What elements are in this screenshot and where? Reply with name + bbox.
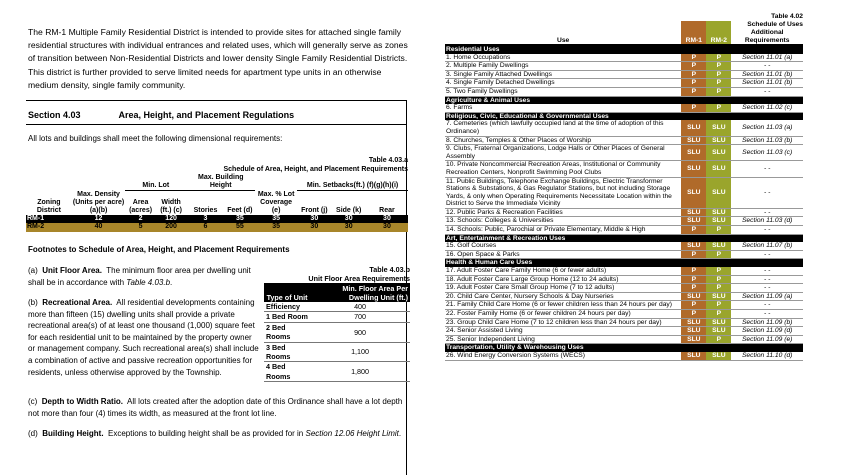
rm-1-value: P	[681, 62, 706, 71]
use-name: 19. Adult Foster Care Small Group Home (7 to 12 adults)	[445, 284, 681, 293]
table-row	[445, 292, 803, 301]
rm-1-value: SLU	[681, 242, 706, 250]
rm-2-value: P	[706, 250, 731, 259]
rm-2-value: SLU	[706, 120, 731, 136]
col-side: Side (k)	[336, 206, 362, 214]
table-4-03-b-grid	[264, 284, 410, 382]
additional-requirement: - -	[731, 250, 803, 259]
rm-2-value: P	[706, 70, 731, 79]
rm-1-value: P	[681, 267, 706, 275]
rm-2-value: SLU	[706, 352, 731, 360]
additional-requirement: Section 11.03 (d)	[731, 217, 803, 226]
use-name: 21. Family Child Care Home (6 or fewer children less than 24 hours per day)	[445, 301, 681, 310]
category-row	[445, 96, 803, 104]
rm-1-value: SLU	[681, 352, 706, 360]
rm-2-value: P	[706, 79, 731, 88]
unit-type: 1 Bed Room	[264, 312, 310, 322]
additional-requirement: Section 11.09 (b)	[731, 318, 803, 327]
use-name: 8. Churches, Temples & Other Places of Worship	[445, 136, 681, 145]
table-row	[445, 79, 803, 88]
table-row: RM-1 12 2 120 3 35 35 30 30 30	[26, 215, 408, 224]
col-min-floor-area: Min. Floor Area Per Dwelling Unit (ft.)	[310, 284, 410, 302]
use-name: 26. Wind Energy Conversion Systems (WECS)	[445, 352, 681, 360]
table-row: RM-2 40 5 200 6 55 35 30 30 30	[26, 223, 408, 232]
use-name: 18. Adult Foster Care Large Group Home (12 to 24 adults)	[445, 275, 681, 284]
use-name: 17. Adult Foster Care Family Home (6 or fewer adults)	[445, 267, 681, 275]
rm-1-value: P	[681, 104, 706, 112]
use-name: 2. Multiple Family Dwellings	[445, 62, 681, 71]
table-row	[445, 104, 803, 112]
table-row	[264, 362, 410, 382]
use-name: 6. Farms	[445, 104, 681, 112]
category-label: Agriculture & Animal Uses	[445, 96, 803, 104]
category-label: Transportation, Utility & Warehousing Uses	[445, 344, 803, 352]
rm-2-value: SLU	[706, 242, 731, 250]
table-row	[264, 302, 410, 312]
rm-1-value: SLU	[681, 161, 706, 177]
additional-requirement: - -	[731, 310, 803, 319]
rm-1-value: SLU	[681, 318, 706, 327]
table-4-03-b-caption: Table 4.03.b	[369, 265, 410, 274]
group-building-height: Max. Building Height	[186, 174, 255, 191]
additional-requirement: - -	[731, 226, 803, 235]
additional-requirement: Section 11.10 (d)	[731, 352, 803, 360]
rm-2-value: P	[706, 104, 731, 112]
use-name: 3. Single Family Attached Dwellings	[445, 70, 681, 79]
table-row	[445, 70, 803, 79]
min-floor-area: 1,100	[310, 342, 410, 362]
col-feet: Feet (d)	[227, 206, 253, 214]
unit-type: 2 Bed Rooms	[264, 322, 310, 342]
additional-requirement: Section 11.01 (a)	[731, 54, 803, 62]
col-stories: Stories	[193, 206, 218, 214]
rm-1-value: P	[681, 310, 706, 319]
table-row	[445, 120, 803, 136]
table-4-03-b-title: Unit Floor Area Requirements	[264, 274, 410, 284]
additional-requirement: Section 11.03 (b)	[731, 136, 803, 145]
footnote-d: (d) Building Height. Exceptions to building height shall be as provided for in Section 12.06 Height Limit.	[28, 429, 402, 438]
rm-2-value: SLU	[706, 327, 731, 336]
rm-2-value: SLU	[706, 217, 731, 226]
table-row	[445, 177, 803, 208]
col-front: Front (j)	[301, 206, 328, 214]
rm-1-value: SLU	[681, 335, 706, 344]
category-row	[445, 259, 803, 267]
use-name: 25. Senior Independent Living	[445, 335, 681, 344]
rm-1-value: SLU	[681, 327, 706, 336]
table-4-03-a-grid	[26, 174, 408, 232]
rm-2-value: P	[706, 87, 731, 96]
additional-requirement: - -	[731, 62, 803, 71]
rm-2-value: SLU	[706, 292, 731, 301]
section-heading	[28, 110, 294, 120]
rm-1-value: P	[681, 87, 706, 96]
additional-requirement: Section 11.09 (a)	[731, 292, 803, 301]
col-zoning-district: Zoning District	[36, 198, 61, 214]
additional-requirement: - -	[731, 284, 803, 293]
additional-requirement: Section 11.09 (d)	[731, 327, 803, 336]
additional-requirement: Section 11.03 (a)	[731, 120, 803, 136]
rm-1-value: SLU	[681, 292, 706, 301]
table-row	[445, 226, 803, 235]
rm-2-value: P	[706, 62, 731, 71]
category-row	[445, 234, 803, 242]
use-name: 4. Single Family Detached Dwellings	[445, 79, 681, 88]
table-row	[445, 208, 803, 217]
table-row	[445, 217, 803, 226]
col-additional-requirements: Schedule of Uses Additional Requirements	[731, 21, 803, 45]
table-row	[445, 327, 803, 336]
table-row	[264, 342, 410, 362]
table-row	[445, 335, 803, 344]
col-rm-2: RM-2	[706, 21, 731, 45]
rm-1-value: P	[681, 284, 706, 293]
rm-1-value: P	[681, 301, 706, 310]
table-reference-link[interactable]: Table 4.03.b	[126, 277, 171, 287]
rm-2-value: P	[706, 275, 731, 284]
rm-2-value: SLU	[706, 145, 731, 161]
table-row	[445, 352, 803, 360]
use-name: 16. Open Space & Parks	[445, 250, 681, 259]
rm-1-value: P	[681, 79, 706, 88]
footnote-c: (c) Depth to Width Ratio. All lots created after the adoption date of this Ordinance shall have a lot depth not more than four (4) times its width, as measured at the front lot line.	[28, 397, 403, 418]
category-label: Religious, Civic, Educational & Governmental Uses	[445, 112, 803, 120]
col-rm-1: RM-1	[681, 21, 706, 45]
rm-2-value: P	[706, 284, 731, 293]
use-name: 1. Home Occupations	[445, 54, 681, 62]
group-min-lot: Min. Lot	[125, 174, 186, 191]
additional-requirement: Section 11.03 (c)	[731, 145, 803, 161]
additional-requirement: - -	[731, 87, 803, 96]
col-use: Use	[557, 36, 570, 44]
category-row	[445, 344, 803, 352]
section-rule-bottom	[26, 124, 406, 125]
table-row	[445, 242, 803, 250]
table-4-02-grid	[445, 21, 803, 361]
additional-requirement: Section 11.09 (e)	[731, 335, 803, 344]
section-title: Area, Height, and Placement Regulations	[118, 110, 295, 120]
rm-2-value: P	[706, 310, 731, 319]
use-name: 24. Senior Assisted Living	[445, 327, 681, 336]
table-4-02	[445, 13, 803, 361]
rm-2-value: P	[706, 335, 731, 344]
rm-1-value: P	[681, 275, 706, 284]
use-name: 22. Foster Family Home (6 or fewer children 24 hours per day)	[445, 310, 681, 319]
rm-1-value: SLU	[681, 217, 706, 226]
additional-requirement: Section 11.02 (c)	[731, 104, 803, 112]
additional-requirement: - -	[731, 267, 803, 275]
table-row	[445, 145, 803, 161]
table-row	[445, 318, 803, 327]
rm-1-value: SLU	[681, 145, 706, 161]
table-row	[264, 312, 410, 322]
rm-2-value: P	[706, 54, 731, 62]
use-name: 9. Clubs, Fraternal Organizations, Lodge Halls or Other Places of General Assembly	[445, 145, 681, 161]
section-rule-top	[26, 100, 406, 101]
category-row	[445, 45, 803, 54]
unit-type: Efficiency	[264, 302, 310, 312]
table-row	[445, 87, 803, 96]
min-floor-area: 900	[310, 322, 410, 342]
rm-2-value: P	[706, 267, 731, 275]
table-row	[445, 275, 803, 284]
rm-1-value: P	[681, 250, 706, 259]
additional-requirement: - -	[731, 208, 803, 217]
table-row	[445, 250, 803, 259]
table-row	[264, 322, 410, 342]
use-name: 14. Schools: Public, Parochial or Private Elementary, Middle & High	[445, 226, 681, 235]
table-row	[445, 54, 803, 62]
use-name: 15. Golf Courses	[445, 242, 681, 250]
rm-2-value: P	[706, 301, 731, 310]
rm-1-value: SLU	[681, 120, 706, 136]
table-row	[445, 161, 803, 177]
min-floor-area: 700	[310, 312, 410, 322]
table-4-02-title: Schedule of Uses	[747, 21, 803, 28]
additional-requirement: Section 11.07 (b)	[731, 242, 803, 250]
rm-1-value: SLU	[681, 208, 706, 217]
col-rear: Rear	[379, 206, 395, 214]
table-4-03-a	[26, 156, 408, 232]
use-name: 7. Cemeteries (which lawfully occupied land at the time of adoption of this Ordinance)	[445, 120, 681, 136]
category-label: Residential Uses	[445, 45, 803, 54]
rm-2-value: SLU	[706, 136, 731, 145]
table-row	[445, 284, 803, 293]
rm-1-value: P	[681, 54, 706, 62]
additional-requirement: Section 11.01 (b)	[731, 70, 803, 79]
use-name: 13. Schools: Colleges & Universities	[445, 217, 681, 226]
use-name: 20. Child Care Center, Nursery Schools & Day Nurseries	[445, 292, 681, 301]
additional-requirement: Section 11.01 (b)	[731, 79, 803, 88]
use-name: 10. Private Noncommercial Recreation Areas, Institutional or Community Recreation Centers, Nonprofit Swimming Pool Clubs	[445, 161, 681, 177]
table-row	[445, 62, 803, 71]
use-name: 23. Group Child Care Home (7 to 12 children less than 24 hours per day)	[445, 318, 681, 327]
category-row	[445, 112, 803, 120]
district-intro: The RM-1 Multiple Family Residential District is intended to provide sites for attached single family residential structures with individual entrances and related uses, which will generally serve as zones of transition between Non-Residential Districts and lower density Single Family Residential Districts. This district is further provided to serve limited needs for apartment type units in an otherwise medium density, single family community.	[28, 27, 408, 90]
min-floor-area: 1,800	[310, 362, 410, 382]
rm-2-value: P	[706, 226, 731, 235]
category-label: Art, Entertainment & Recreation Uses	[445, 234, 803, 242]
additional-requirement: - -	[731, 161, 803, 177]
table-row	[445, 136, 803, 145]
unit-type: 3 Bed Rooms	[264, 342, 310, 362]
table-4-03-a-title: Schedule of Area, Height, and Placement Requirements	[223, 166, 408, 173]
section-number: Section 4.03	[28, 110, 81, 120]
table-4-03-b	[264, 265, 410, 382]
use-name: 12. Public Parks & Recreation Facilities	[445, 208, 681, 217]
section-reference-link[interactable]: Section 12.06 Height Limit	[305, 429, 399, 438]
rm-1-value: P	[681, 226, 706, 235]
rm-1-value: SLU	[681, 177, 706, 208]
rm-2-value: SLU	[706, 208, 731, 217]
table-row	[445, 301, 803, 310]
footnote-a: (a) Unit Floor Area. The minimum floor area per dwelling unit shall be in accordance with Table 4.03.b.	[28, 266, 251, 287]
col-max-density: Max. Density (Units per acre) (a)(b)	[72, 190, 125, 214]
col-lot-coverage: Max. % Lot Coverage (e)	[257, 190, 295, 214]
footnotes-heading: Footnotes to Schedule of Area, Height, and Placement Requirements	[28, 245, 290, 254]
table-4-03-a-caption: Table 4.03.a	[368, 157, 408, 164]
lead-paragraph: All lots and buildings shall meet the following dimensional requirements:	[28, 134, 283, 143]
rm-1-value: P	[681, 70, 706, 79]
use-name: 5. Two Family Dwellings	[445, 87, 681, 96]
group-setbacks: Min. Setbacks(ft.) (f)(g)(h)(i)	[297, 174, 408, 191]
category-label: Health & Human Care Uses	[445, 259, 803, 267]
table-4-02-caption: Table 4.02	[771, 13, 803, 20]
col-width: Width (ft.) (c)	[160, 198, 182, 214]
additional-requirement: - -	[731, 177, 803, 208]
rm-2-value: SLU	[706, 318, 731, 327]
table-row	[445, 267, 803, 275]
unit-type: 4 Bed Rooms	[264, 362, 310, 382]
rm-2-value: SLU	[706, 161, 731, 177]
col-type-of-unit: Type of Unit	[264, 284, 310, 302]
col-area: Area (acres)	[129, 198, 153, 214]
rm-1-value: SLU	[681, 136, 706, 145]
use-name: 11. Public Buildings, Telephone Exchange Buildings, Electric Transformer Stations & Substations, & Gas Regulator Stations, but not including Storage Yards, & only when Operating Requirements Necessitate Location within the District to Serve the Immediate Vicinity	[445, 177, 681, 208]
min-floor-area: 400	[310, 302, 410, 312]
additional-requirement: - -	[731, 275, 803, 284]
footnote-b: (b) Recreational Area. All residential developments containing more than fifteen (15) dwelling units shall provide a private recreational area(s) of at least one thousand (1,000) square feet for each residential unit to be maintained by the property owner or management company. Such recreational area(s) shall include a combination of active and passive recreation opportunities for residents, unless otherwise approved by the Township.	[28, 298, 259, 377]
rm-2-value: SLU	[706, 177, 731, 208]
additional-requirement: - -	[731, 301, 803, 310]
table-row	[445, 310, 803, 319]
